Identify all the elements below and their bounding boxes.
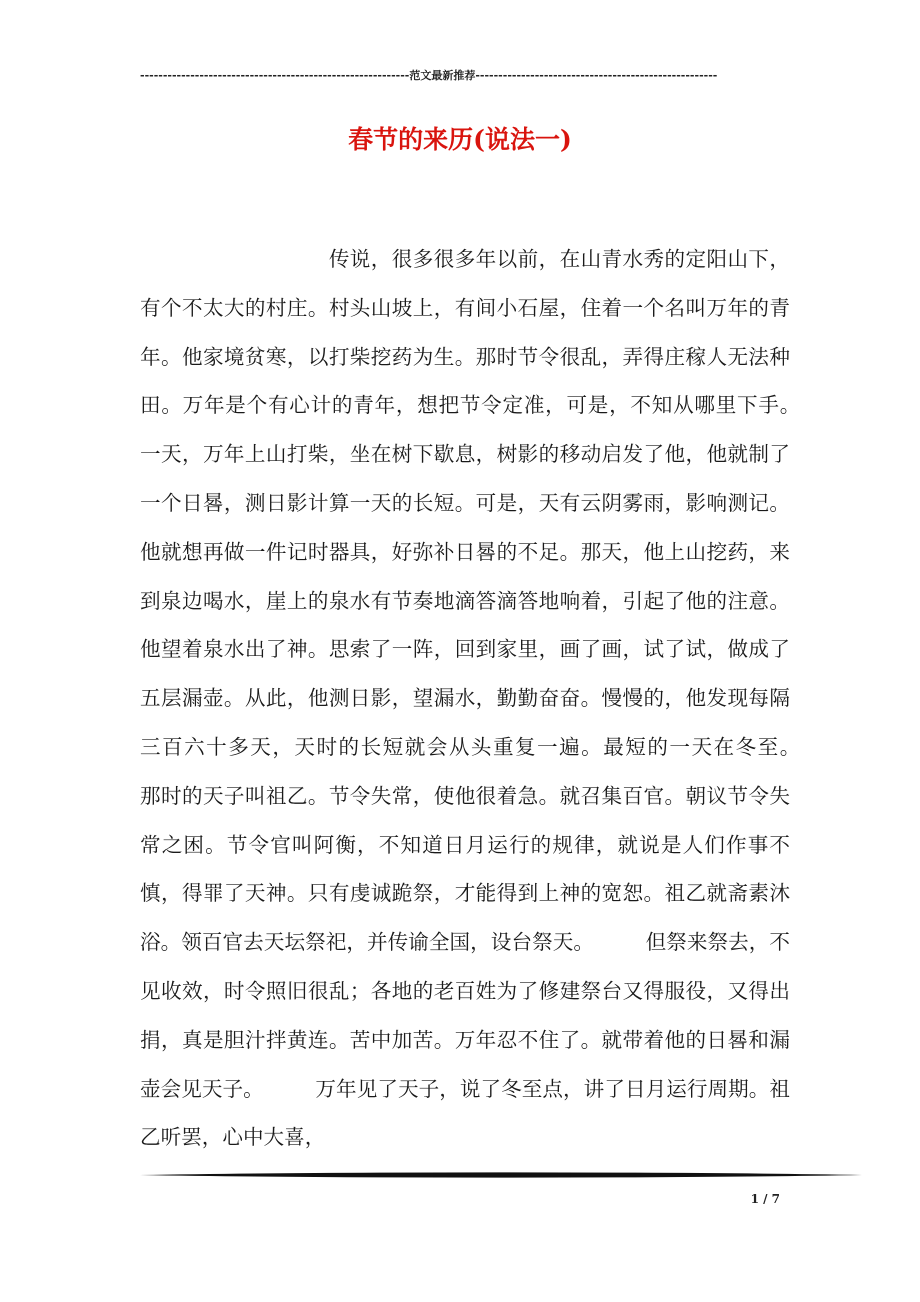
page-header: -----------------------------------------------------------范文最新推荐----------------------------------------------------- — [140, 69, 718, 82]
page-number: 1 / 7 — [750, 1192, 780, 1206]
footer-divider — [140, 1170, 862, 1180]
body-paragraph: 传说，很多很多年以前，在山青水秀的定阳山下，有个不太大的村庄。村头山坡上，有间小石屋，住着一个名叫万年的青年。他家境贫寒，以打柴挖药为生。那时节令很乱，弄得庄稼人无法种田。万年是个有心计的青年，想把节令定准，可是，不知从哪里下手。 一天，万年上山打柴，坐在树下歇息，树影的移动启发了他，他就制了一个日晷，测日影计算一天的长短。可是，天有云阴雾雨，影响测记。他就想再做一件记时器具，好弥补日晷的不足。那天，他上山挖药，来到泉边喝水，崖上的泉水有节奏地滴答滴答地响着，引起了他的注意。他望着泉水出了神。思索了一阵，回到家里，画了画，试了试，做成了五层漏壶。从此，他测日影，望漏水，勤勤奋奋。慢慢的，他发现每隔三百六十多天，天时的长短就会从头重复一遍。最短的一天在冬至。 那时的天子叫祖乙。节令失常，使他很着急。就召集百官。朝议节令失常之困。节令官叫阿衡，不知道日月运行的规律，就说是人们作事不慎，得罪了天神。只有虔诚跪祭，才能得到上神的宽恕。祖乙就斋素沐浴。领百官去天坛祭祀，并传谕全国，设台祭天。 但祭来祭去，不见收效，时令照旧很乱；各地的老百姓为了修建祭台又得服役，又得出捐，真是胆汁拌黄连。苦中加苦。万年忍不住了。就带着他的日晷和漏壶会见天子。 万年见了天子，说了冬至点，讲了日月运行周期。祖乙听罢，心中大喜， — [140, 247, 852, 1150]
document-title: 春节的来历(说法一) — [348, 125, 572, 154]
